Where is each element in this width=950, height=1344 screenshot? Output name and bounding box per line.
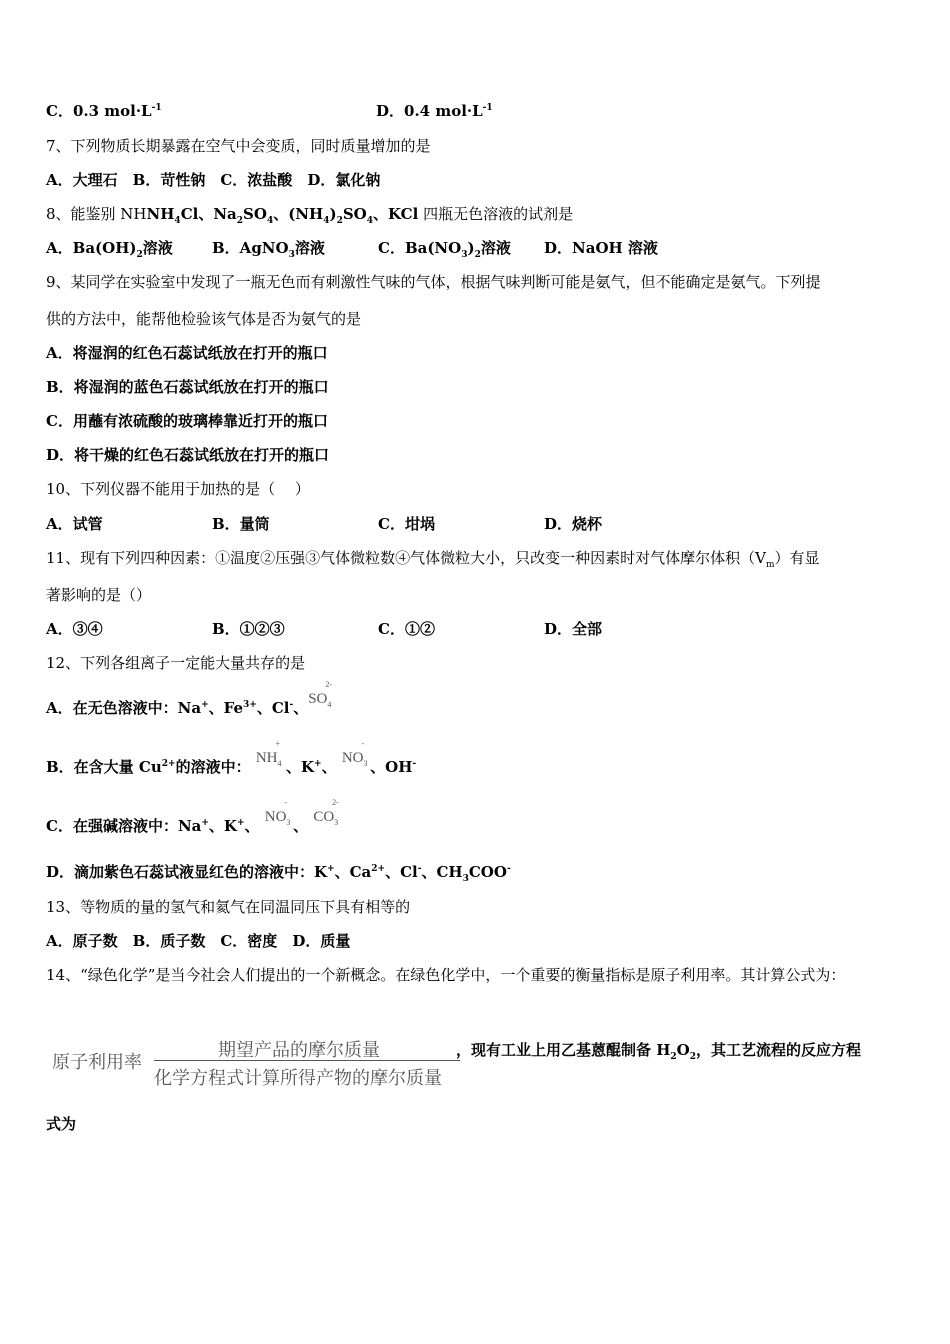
q13-stem: 13、等物质的量的氢气和氦气在同温同压下具有相等的 <box>46 898 411 916</box>
q11-stem-line1: 11、现有下列四种因素：①温度②压强③气体微粒数④气体微粒大小，只改变一种因素时对气体摩尔体积$(V_m)$有显 <box>46 549 820 570</box>
fraction-bar <box>154 1060 460 1061</box>
q12-option-a: A．在无色溶液中：Na+、$Fe^{3+}$、Cl-、$SO_4^{2-}$ <box>46 680 333 717</box>
q7-options: A．大理石 B．苛性钠 C．浓盐酸 D．氯化钠 <box>46 171 381 189</box>
q10-options: A．试管 B．量筒 C．坩埚 D．烧杯 <box>46 515 603 533</box>
q10-stem: 10、下列仪器不能用于加热的是（ ） <box>46 480 310 498</box>
q9-option-b: B．将湿润的蓝色石蕊试纸放在打开的瓶口 <box>46 378 329 396</box>
q11-stem-line2: 著影响的是（） <box>46 586 152 604</box>
q12-option-b: B．在含大量 $Cu^{2+}$的溶液中： $NH_4^+$、K+、 $NO_3^-$、OH- <box>46 739 417 776</box>
q9-option-a: A．将湿润的红色石蕊试纸放在打开的瓶口 <box>46 344 328 362</box>
formula-denominator: 化学方程式计算所得产物的摩尔质量 <box>154 1068 442 1088</box>
q14-line3: 式为 <box>46 1115 77 1133</box>
q6-option-c: C．0.3 $mol\cdot L^{-1}$ <box>46 102 162 120</box>
q12-option-c: C．在强碱溶液中：Na+、K+、 $NO_3^-$、 $CO_3^{2-}$ <box>46 798 339 835</box>
q9-option-d: D．将干燥的红色石蕊试纸放在打开的瓶口 <box>46 446 330 464</box>
q14-text-after-formula: ，现有工业上用乙基蒽醌制备 $H_2O_2$，其工艺流程的反应方程 <box>456 1041 862 1062</box>
formula-numerator: 期望产品的摩尔质量 <box>218 1040 380 1060</box>
q8-options: A．$Ba(OH)_2$溶液 B．AgNO$_3$溶液 C．$Ba(NO_3)_2$溶液 D．NaOH 溶液 <box>46 239 658 260</box>
q9-stem-line2: 供的方法中，能帮他检验该气体是否为氨气的是 <box>46 310 362 328</box>
q14-stem: 14、“绿色化学”是当今社会人们提出的一个新概念。在绿色化学中，一个重要的衡量指标是原子利用率。其计算公式为： <box>46 966 846 984</box>
q6-option-d: D．0.4 $mol\cdot L^{-1}$ <box>376 102 493 120</box>
q12-stem: 12、下列各组离子一定能大量共存的是 <box>46 654 306 672</box>
q13-options: A．原子数 B．质子数 C．密度 D．质量 <box>46 932 351 950</box>
q8-stem: 8、能鉴别 $NHNH_4Cl$、$Na_2SO_4$、$(NH_4)_2SO_4$、KCl 四瓶无色溶液的试剂是 <box>46 205 574 226</box>
formula-label: 原子利用率 <box>52 1052 142 1072</box>
q7-stem: 7、下列物质长期暴露在空气中会变质，同时质量增加的是 <box>46 137 431 155</box>
q9-stem-line1: 9、某同学在实验室中发现了一瓶无色而有刺激性气味的气体，根据气味判断可能是氨气，但不能确定是氨气。下列提 <box>46 273 821 291</box>
q11-options: A．③④ B．①②③ C．①② D．全部 <box>46 620 603 638</box>
q12-option-d: D．滴加紫色石蕊试液显红色的溶液中：K+、$Ca^{2+}$、Cl-、$CH_3COO^-$ <box>46 863 511 884</box>
q9-option-c: C．用蘸有浓硫酸的玻璃棒靠近打开的瓶口 <box>46 412 328 430</box>
atom-utilization-formula <box>52 1032 472 1092</box>
